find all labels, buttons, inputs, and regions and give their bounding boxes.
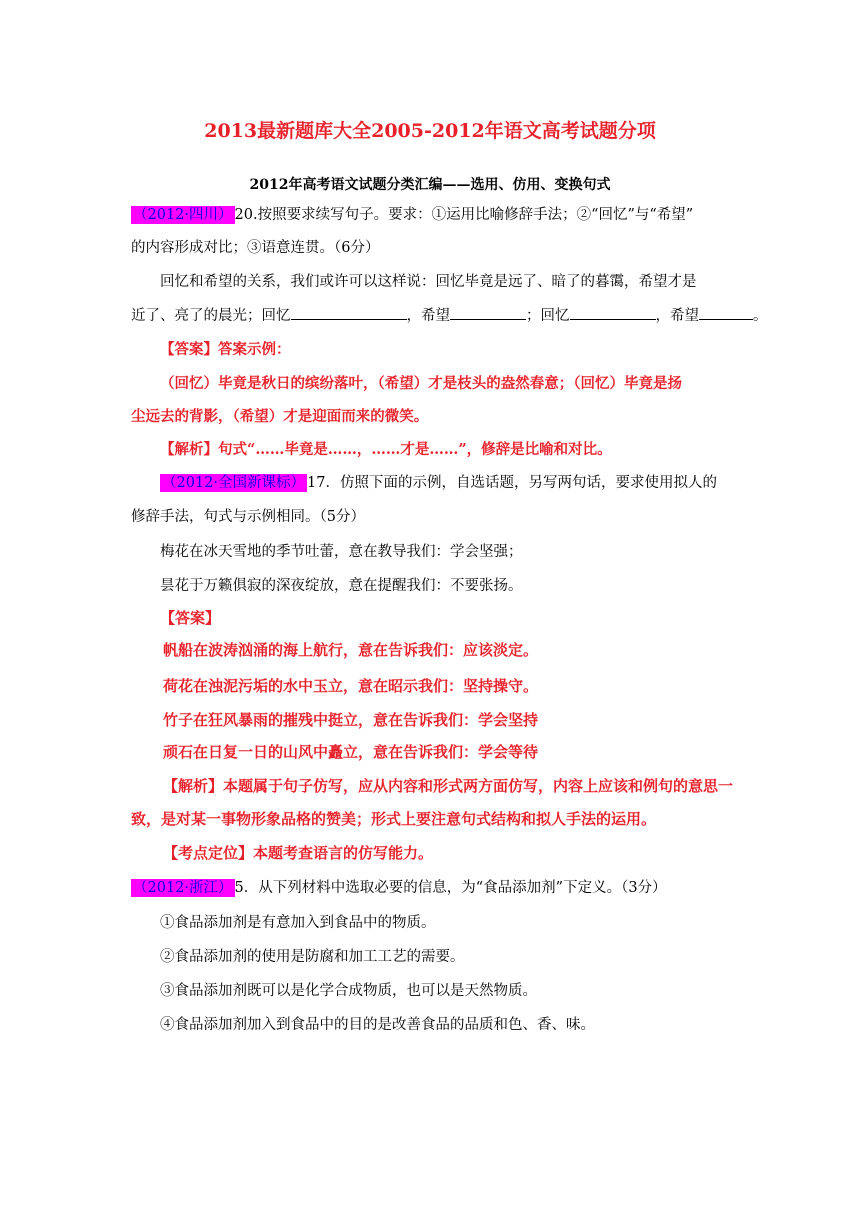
q1-answer-label: 【答案】答案示例： [160,341,291,358]
q1-blank-2 [450,318,526,320]
q1-answer-line1: （回忆）毕竟是秋日的缤纷落叶，（希望）才是枝头的盎然春意；（回忆）毕竟是扬 [160,375,682,392]
q2-example2: 昙花于万籁俱寂的深夜绽放，意在提醒我们：不要张扬。 [160,578,523,594]
q3-source-tag: （2012·浙江） [133,880,233,896]
q2-answer-item: 顽石在日复一日的山风中矗立，意在告诉我们：学会等待 [163,743,539,761]
q1-answer-line2: 尘远去的背影，（希望）才是迎面而来的微笑。 [131,408,429,425]
q1-line1 [131,203,693,224]
q3-item: ③食品添加剂既可以是化学合成物质，也可以是天然物质。 [160,983,537,999]
q1-source-tag: （2012·四川） [133,207,233,223]
q1-stem-text-d: ，希望 [655,308,699,324]
q1-blank-3 [570,318,656,320]
q3-prompt-line1: 5．从下列材料中选取必要的信息，为“食品添加剂”下定义。（3分） [234,880,667,896]
q2-line1 [160,471,717,492]
q1-blank-4 [699,318,753,320]
q1-blank-1 [291,318,407,320]
q2-point: 【考点定位】本题考查语言的仿写能力。 [163,844,434,862]
q3-item: ①食品添加剂是有意加入到食品中的物质。 [160,915,436,931]
q2-answer-item: 帆船在波涛汹涌的海上航行，意在告诉我们：应该淡定。 [163,641,539,659]
q1-prompt-line2: 的内容形成对比；③语意连贯。（6分） [131,240,380,256]
q1-stem-text-b: ，希望 [406,308,450,324]
q2-source-tag: （2012·全国新课标） [162,475,306,491]
q1-stem-text-c: ；回忆 [526,308,570,324]
document-title: 2013最新题库大全2005-2012年语文高考试题分项 [204,120,656,142]
q3-item: ④食品添加剂加入到食品中的目的是改善食品的品质和色、香、味。 [160,1017,595,1033]
q1-stem-text-e: 。 [753,308,768,324]
q1-analysis: 【解析】句式“……毕竟是……，……才是……”，修辞是比喻和对比。 [160,441,612,458]
q2-answer-item: 荷花在浊泥污垢的水中玉立，意在昭示我们：坚持操守。 [163,677,539,695]
q2-prompt-line2: 修辞手法，句式与示例相同。（5分） [131,509,365,525]
q1-stem-line1: 回忆和希望的关系，我们或许可以这样说：回忆毕竟是远了、暗了的暮霭，希望才是 [160,274,697,290]
q2-prompt-line1: 17．仿照下面的示例，自选话题，另写两句话，要求使用拟人的 [307,475,717,491]
q3-line1 [131,876,667,897]
q2-answer-item: 竹子在狂风暴雨的摧残中挺立，意在告诉我们：学会坚持 [163,711,539,729]
q2-analysis-line1: 【解析】本题属于句子仿写，应从内容和形式两方面仿写，内容上应该和例句的意思一 [163,777,734,795]
q1-stem-text-a: 近了、亮了的晨光；回忆 [131,308,291,324]
q2-answer-label: 【答案】 [160,609,221,627]
q1-stem-line2 [131,304,768,325]
q2-analysis-line2: 致，是对某一事物形象品格的赞美；形式上要注意句式结构和拟人手法的运用。 [131,810,657,828]
section-subtitle: 2012年高考语文试题分类汇编——选用、仿用、变换句式 [249,177,611,193]
q2-example1: 梅花在冰天雪地的季节吐蕾，意在教导我们：学会坚强； [160,544,523,560]
q3-item: ②食品添加剂的使用是防腐和加工工艺的需要。 [160,949,465,965]
q1-prompt-line1: 20.按照要求续写句子。要求：①运用比喻修辞手法；②“回忆”与“希望” [234,207,694,223]
